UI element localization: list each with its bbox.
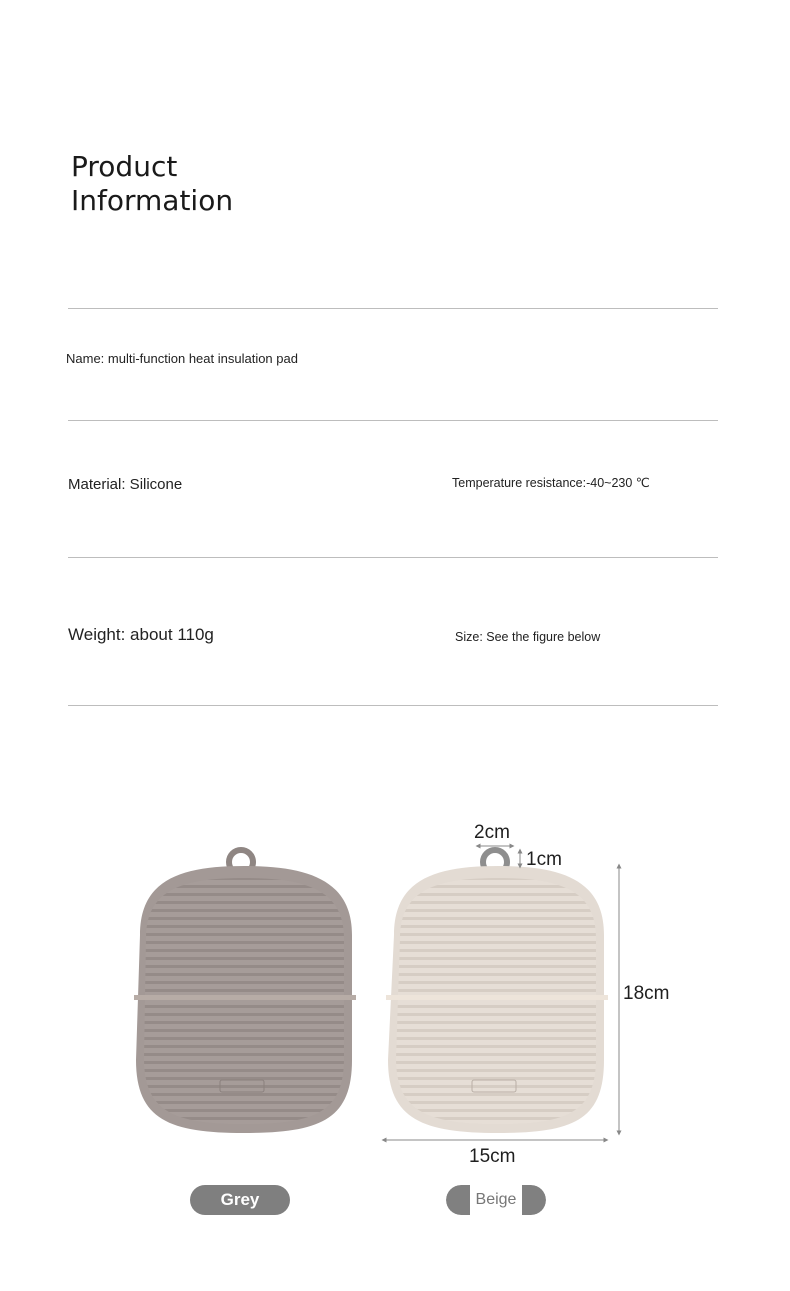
color-option-beige-label: Beige (475, 1191, 517, 1208)
color-option-beige[interactable] (446, 1185, 546, 1215)
hook-width-label: 2cm (474, 822, 510, 843)
spec-temperature: Temperature resistance:-40~230 ℃ (452, 476, 650, 490)
beige-pad-image (386, 850, 608, 1133)
hook-height-label: 1cm (526, 849, 562, 870)
height-label: 18cm (623, 983, 670, 1004)
grey-pad-image (134, 850, 356, 1133)
color-option-grey[interactable]: Grey (190, 1185, 290, 1215)
spec-size: Size: See the figure below (455, 630, 601, 644)
spec-name: Name: multi-function heat insulation pad (66, 351, 298, 366)
spec-weight: Weight: about 110g (68, 625, 214, 644)
width-label: 15cm (469, 1146, 516, 1167)
page-title: Product Information (71, 150, 234, 217)
spec-material: Material: Silicone (68, 476, 183, 493)
